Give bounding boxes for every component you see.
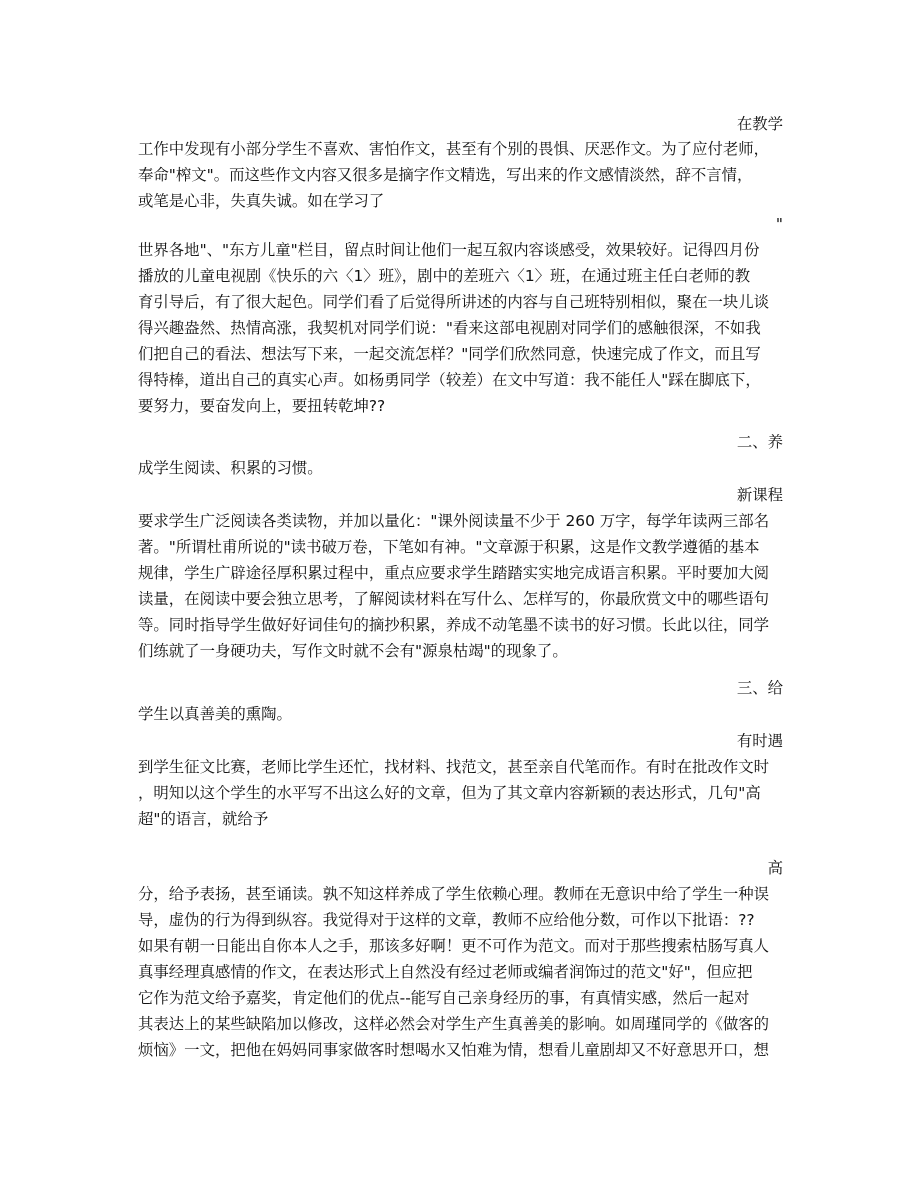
text-line: 著。"所谓杜甫所说的"读书破万卷，下笔如有神。"文章源于积累，这是作文教学遵循的基本 (138, 538, 760, 556)
text-line: 烦恼》一文，把他在妈妈同事家做客时想喝水又怕难为情，想看儿童剧却又不好意思开口，想 (138, 1041, 770, 1059)
text-line: 它作为范文给予嘉奖，肯定他们的优点--能写自己亲身经历的事，有真情实感，然后一起对 (138, 989, 750, 1007)
text-line: " (775, 215, 783, 233)
text-line: 超"的语言，就给予 (138, 810, 269, 828)
text-line: 成学生阅读、积累的习惯。 (138, 459, 323, 477)
text-line: 规律，学生广辟途径厚积累过程中，重点应要求学生踏踏实实地完成语言积累。平时要加大阅 (138, 564, 770, 582)
text-line: 等。同时指导学生做好好词佳句的摘抄积累，养成不动笔墨不读书的好习惯。长此以往，同学 (138, 616, 770, 634)
text-line: 分，给予表扬，甚至诵读。孰不知这样养成了学生依赖心理。教师在无意识中给了学生一种误 (138, 885, 770, 903)
text-line: 二、养 (736, 433, 783, 451)
text-line: 得特棒，道出自己的真实心声。如杨勇同学（较差）在文中写道：我不能任人"踩在脚底下， (138, 371, 761, 389)
text-line: 要求学生广泛阅读各类读物，并加以量化："课外阅读量不少于 260 万字，每学年读两三部名 (138, 512, 770, 530)
text-line: 或笔是心非，失真失诚。如在学习了 (138, 192, 385, 210)
text-line: ，明知以这个学生的水平写不出这么好的文章，但为了其文章内容新颖的表达形式，几句"高 (138, 784, 761, 802)
text-line: 学生以真善美的熏陶。 (138, 705, 292, 723)
text-line: 读量，在阅读中要会独立思考，了解阅读材料在写什么、怎样写的，你最欣赏文中的哪些语句 (138, 590, 770, 608)
text-line: 奉命"榨文"。而这些作文内容又很多是摘字作文精选，写出来的作文感情淡然，辞不言情， (138, 166, 753, 184)
text-line: 导，虚伪的行为得到纵容。我觉得对于这样的文章，教师不应给他分数，可作以下批语：?? (138, 911, 755, 929)
text-line: 世界各地"、"东方儿童"栏目，留点时间让他们一起互叙内容谈感受，效果较好。记得四月份 (138, 241, 760, 259)
text-line: 工作中发现有小部分学生不喜欢、害怕作文，甚至有个别的畏惧、厌恶作文。为了应付老师， (138, 140, 770, 158)
text-line: 要努力，要奋发向上，要扭转乾坤?? (138, 397, 386, 415)
text-line: 真事经理真感情的作文，在表达形式上自然没有经过老师或编者润饰过的范文"好"，但应把 (138, 963, 753, 981)
text-line: 们练就了一身硬功夫，写作文时就不会有"源泉枯竭"的现象了。 (138, 642, 568, 660)
text-line: 其表达上的某些缺陷加以修改，这样必然会对学生产生真善美的影响。如周瑾同学的《做客的 (138, 1015, 770, 1033)
text-line: 育引导后，有了很大起色。同学们看了后觉得所讲述的内容与自己班特别相似，聚在一块儿谈 (138, 293, 770, 311)
text-line: 们把自己的看法、想法写下来，一起交流怎样？"同学们欣然同意，快速完成了作文，而且写 (138, 345, 761, 363)
text-line: 得兴趣盎然、热情高涨，我契机对同学们说："看来这部电视剧对同学们的感触很深，不如我 (138, 319, 761, 337)
text-line: 播放的儿童电视剧《快乐的六〈1〉班》，剧中的差班六〈1〉班，在通过班主任白老师的教 (138, 267, 751, 285)
text-line: 三、给 (736, 679, 783, 697)
text-line: 新课程 (736, 486, 783, 504)
text-line: 高 (767, 859, 783, 877)
text-line: 到学生征文比赛，老师比学生还忙，找材料、找范文，甚至亲自代笔而作。有时在批改作文时 (138, 758, 770, 776)
text-line: 如果有朝一日能出自你本人之手，那该多好啊！更不可作为范文。而对于那些搜索枯肠写真人 (138, 937, 770, 955)
text-line: 在教学 (736, 115, 783, 133)
text-line: 有时遇 (736, 732, 783, 750)
